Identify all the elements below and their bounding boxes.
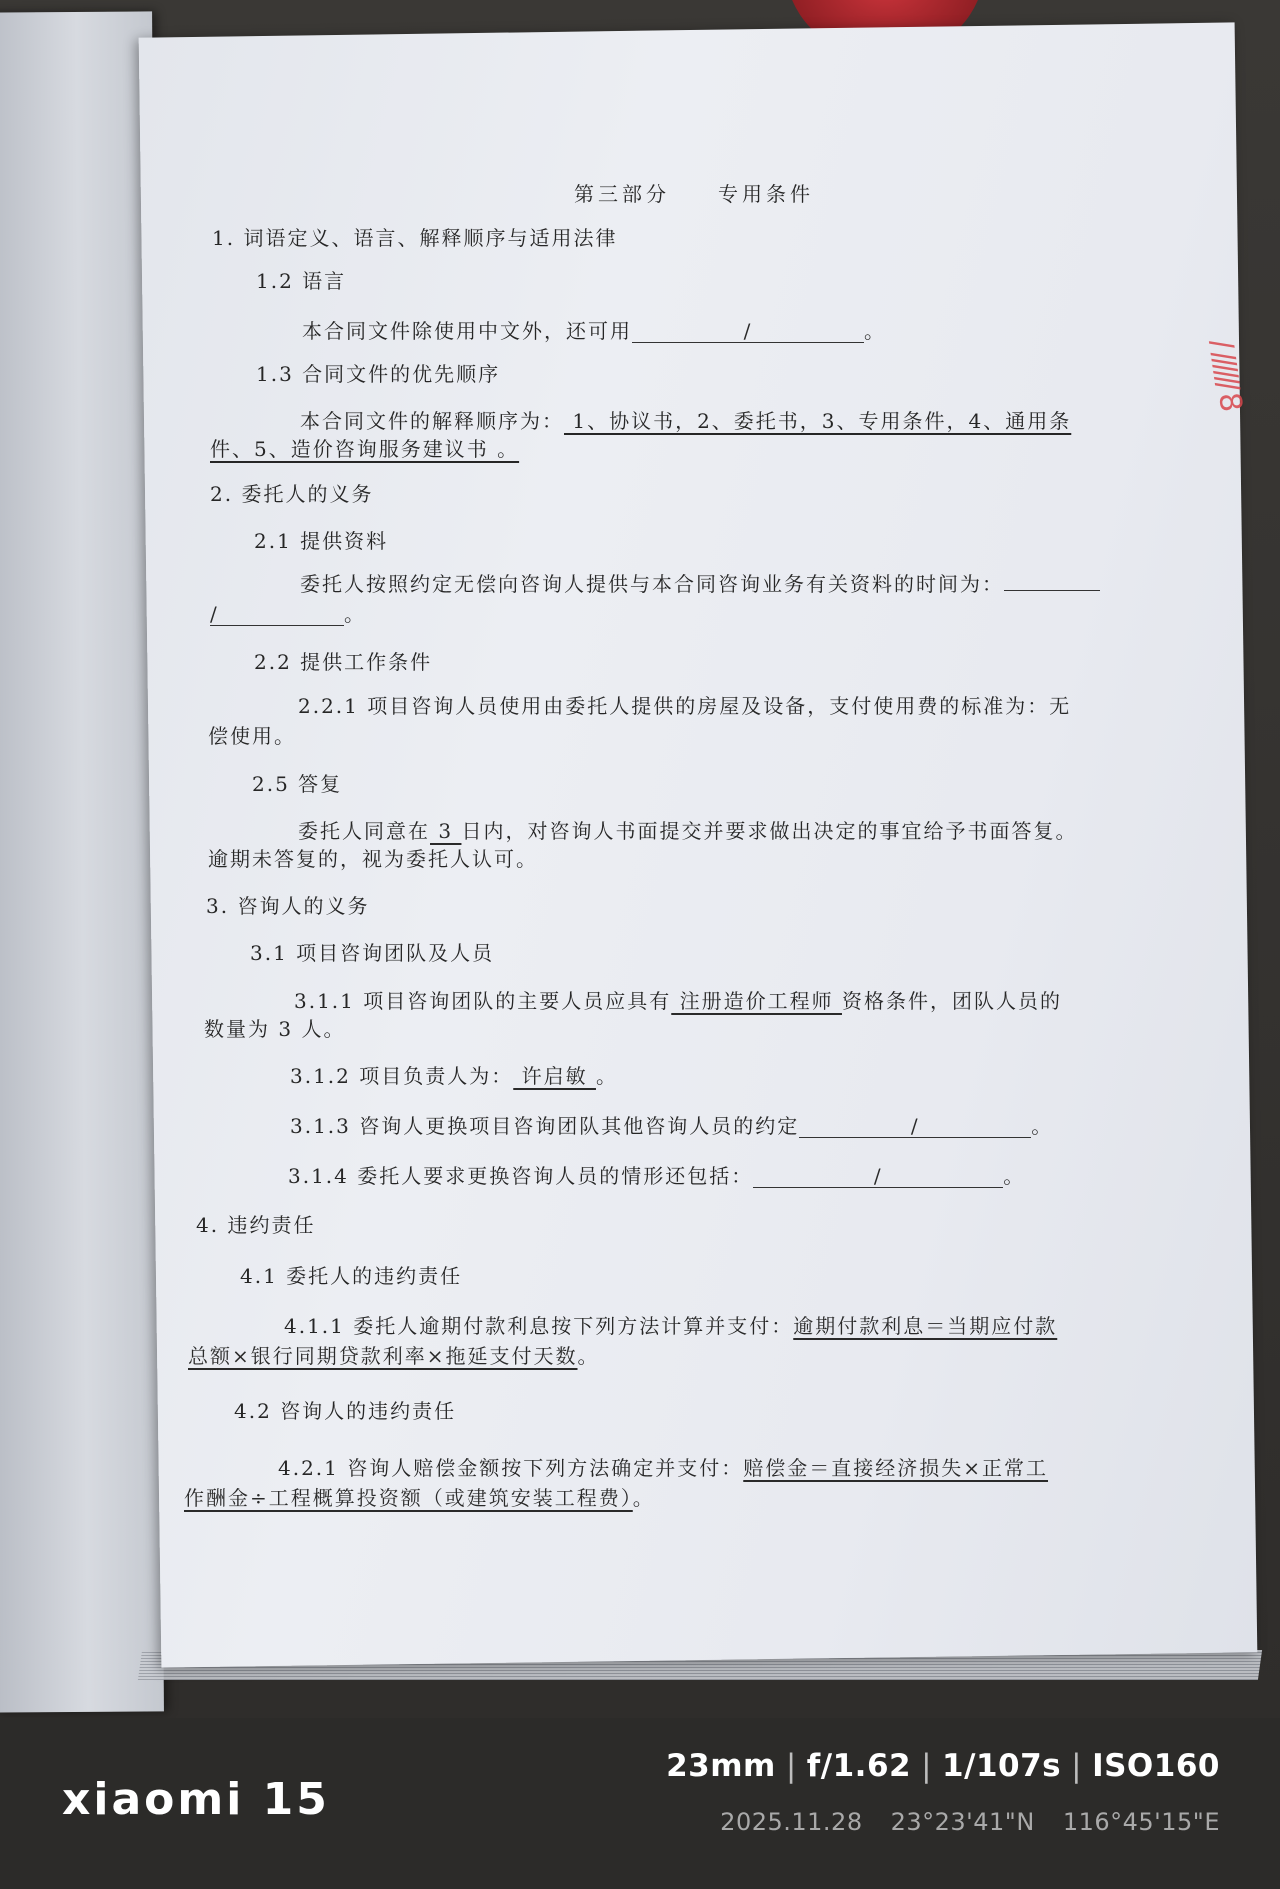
section-2-2-1-paragraph-2: 偿使用。 bbox=[208, 724, 296, 748]
section-4-1-heading: 4.1 委托人的违约责任 bbox=[240, 1264, 463, 1288]
text: 委托人按照约定无偿向咨询人提供与本合同咨询业务有关资料的时间为： bbox=[300, 572, 1004, 596]
fill-blank: / bbox=[799, 1115, 1031, 1138]
text: 资格条件，团队人员的 bbox=[841, 989, 1062, 1013]
section-2-5-paragraph-2: 逾期未答复的，视为委托人认可。 bbox=[208, 847, 538, 871]
section-2-2-heading: 2.2 提供工作条件 bbox=[254, 650, 433, 674]
text: 3.1.2 项目负责人为： bbox=[290, 1064, 514, 1088]
section-3-1-3-paragraph bbox=[290, 1110, 1053, 1139]
document-title: 第三部分 专用条件 bbox=[574, 182, 814, 206]
filled-text: 总额×银行同期贷款利率×拖延支付天数 bbox=[188, 1344, 578, 1368]
camera-brand: xiaomi 15 bbox=[62, 1774, 330, 1825]
text: 4.2.1 咨询人赔偿金额按下列方法确定并支付： bbox=[278, 1456, 744, 1480]
filled-value: 注册造价工程师 bbox=[671, 989, 842, 1013]
fill-blank: / bbox=[753, 1165, 1003, 1188]
separator: | bbox=[785, 1748, 797, 1784]
text: 3.1.1 项目咨询团队的主要人员应具有 bbox=[294, 989, 672, 1013]
text: 。 bbox=[344, 602, 366, 626]
section-2-1-paragraph-1 bbox=[300, 568, 1100, 597]
section-3-1-1-paragraph-2: 数量为 3 人。 bbox=[204, 1017, 346, 1041]
fill-blank bbox=[1004, 568, 1100, 591]
section-2-5-heading: 2.5 答复 bbox=[252, 772, 343, 796]
latitude: 23°23'41"N bbox=[890, 1808, 1035, 1836]
section-2-2-1-paragraph-1: 2.2.1 项目咨询人员使用由委托人提供的房屋及设备，支付使用费的标准为：无 bbox=[298, 694, 1072, 718]
filled-text: 1、协议书，2、委托书，3、专用条件，4、通用条 bbox=[564, 409, 1072, 433]
separator: | bbox=[921, 1748, 933, 1784]
separator: | bbox=[1071, 1748, 1083, 1784]
shutter-speed: 1/107s bbox=[942, 1748, 1062, 1784]
section-3-1-1-paragraph-1 bbox=[294, 985, 1062, 1014]
section-2-5-paragraph-1 bbox=[298, 815, 1077, 844]
filled-text: 逾期付款利息＝当期应付款 bbox=[793, 1314, 1058, 1338]
text: 。 bbox=[1003, 1164, 1026, 1188]
section-4-2-1-paragraph-1 bbox=[278, 1452, 1048, 1481]
section-1-3-paragraph-1 bbox=[300, 405, 1071, 434]
text: 日内，对咨询人书面提交并要求做出决定的事宜给予书面答复。 bbox=[461, 819, 1078, 843]
camera-specs bbox=[666, 1748, 1220, 1784]
text: 。 bbox=[577, 1344, 600, 1368]
fill-blank: / bbox=[632, 320, 864, 343]
text: 本合同文件除使用中文外，还可用 bbox=[302, 319, 632, 343]
section-1-2-heading: 1.2 语言 bbox=[256, 269, 347, 293]
capture-metadata bbox=[720, 1808, 1220, 1836]
section-1-2-paragraph bbox=[302, 315, 886, 344]
section-3-heading: 3. 咨询人的义务 bbox=[206, 894, 370, 918]
section-4-heading: 4. 违约责任 bbox=[196, 1213, 316, 1237]
longitude: 116°45'15"E bbox=[1062, 1808, 1220, 1836]
text: 委托人同意在 bbox=[298, 819, 430, 843]
filled-text: 作酬金÷工程概算投资额（或建筑安装工程费） bbox=[184, 1486, 633, 1510]
section-4-2-heading: 4.2 咨询人的违约责任 bbox=[234, 1399, 457, 1423]
camera-watermark-bar bbox=[0, 1718, 1280, 1889]
aperture: f/1.62 bbox=[806, 1748, 912, 1784]
section-2-1-paragraph-2 bbox=[210, 598, 366, 627]
text: 4.1.1 委托人逾期付款利息按下列方法计算并支付： bbox=[284, 1314, 794, 1338]
iso: ISO160 bbox=[1092, 1748, 1220, 1784]
section-4-2-1-paragraph-2 bbox=[184, 1482, 655, 1511]
text: 。 bbox=[595, 1064, 618, 1088]
section-2-heading: 2. 委托人的义务 bbox=[210, 482, 374, 506]
text: 。 bbox=[632, 1486, 655, 1510]
section-4-1-1-paragraph-2 bbox=[188, 1340, 600, 1369]
text: 3.1.4 委托人要求更换咨询人员的情形还包括： bbox=[288, 1164, 754, 1188]
focal-length: 23mm bbox=[666, 1748, 776, 1784]
red-stamp-mark: / ////// 8 bbox=[1203, 337, 1249, 411]
section-1-heading: 1. 词语定义、语言、解释顺序与适用法律 bbox=[212, 226, 618, 250]
section-1-3-paragraph-2: 件、5、造价咨询服务建议书 。 bbox=[210, 437, 520, 461]
section-4-1-1-paragraph-1 bbox=[284, 1310, 1057, 1339]
section-3-1-4-paragraph bbox=[288, 1160, 1025, 1189]
section-1-3-heading: 1.3 合同文件的优先顺序 bbox=[256, 362, 501, 386]
filled-text: 赔偿金＝直接经济损失×正常工 bbox=[743, 1456, 1049, 1480]
text: 。 bbox=[1031, 1114, 1054, 1138]
text: 本合同文件的解释顺序为： bbox=[300, 409, 564, 433]
section-3-1-2-paragraph bbox=[290, 1060, 618, 1089]
text: 。 bbox=[864, 319, 886, 343]
filled-value: 3 bbox=[430, 819, 462, 843]
section-2-1-heading: 2.1 提供资料 bbox=[254, 529, 389, 553]
capture-date: 2025.11.28 bbox=[720, 1808, 863, 1836]
filled-value: 许启敏 bbox=[513, 1064, 596, 1088]
section-3-1-heading: 3.1 项目咨询团队及人员 bbox=[250, 941, 495, 965]
text: 3.1.3 咨询人更换项目咨询团队其他咨询人员的约定 bbox=[290, 1114, 800, 1138]
fill-blank: / bbox=[210, 603, 344, 626]
